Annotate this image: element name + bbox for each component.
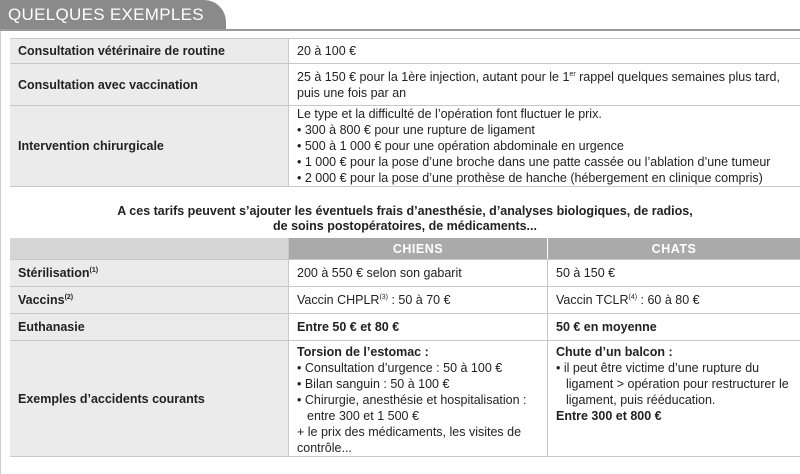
row-label: Consultation vétérinaire de routine [10,39,289,64]
section-title: QUELQUES EXEMPLES [0,0,226,30]
cats-value: 50 à 150 € [548,260,800,287]
dogs-value: 200 à 550 € selon son gabarit [289,260,548,287]
value-text: ligament > opération pour restructurer le [566,377,789,391]
table-row [10,314,800,341]
cats-value [548,341,800,457]
row-label: Intervention chirurgicale [10,106,289,187]
cats-value: Vaccin TCLR$^{(4)}$ : 60 à 80 € [548,287,800,314]
value-text: • Chirurgie, anesthésie et hospitalisation : [297,393,527,407]
value-text: contrôle... [297,441,352,455]
row-label: Consultation avec vaccination [10,64,289,106]
value-text: • 2 000 € pour la pose d’une prothèse de hanche (hébergement en clinique compris) [297,171,763,185]
row-value: 20 à 100 € [289,39,800,64]
value-text: rappel quelques semaines plus tard, [575,69,780,84]
footnote-ref: (3) [379,293,388,301]
footnote-ref: (4) [628,293,638,301]
value-text: • Consultation d’urgence : 50 à 100 € [297,361,503,375]
row-label: Stérilisation$^{(1)}$ [10,260,289,287]
value-text: • Bilan sanguin : 50 à 100 € [297,377,450,391]
footnote-ref: (2) [64,293,74,301]
comparison-table [10,238,800,457]
column-header-cats: CHATS [548,238,800,260]
value-text: puis une fois par an [297,85,407,100]
value-text: • 1 000 € pour la pose d’une broche dans une patte cassée ou l’ablation d’une tumeur [297,155,771,169]
costs-table [10,38,800,187]
table-row [10,287,800,314]
value-text: • 300 à 800 € pour une rupture de ligament [297,123,535,137]
row-label: Euthanasie [10,314,289,341]
column-header-dogs: CHIENS [289,238,548,260]
value-text: 25 à 150 € pour la 1ère injection, autant pour le 1 [297,69,570,84]
footnote-ref: (1) [89,266,99,274]
left-border [0,31,1,474]
value-text: entre 300 et 1 500 € [307,409,419,423]
table-row [10,260,800,287]
value-text: Le type et la difficulté de l’opération font fluctuer le prix. [297,107,602,121]
table-row [10,341,800,457]
notice-text: de soins postopératoires, de médicaments... [273,219,537,233]
value-text: + le prix des médicaments, les visites de [297,425,522,439]
superscript: er [569,70,576,78]
accident-title: Chute d’un balcon : [556,345,673,359]
dogs-value: Entre 50 € et 80 € [289,314,548,341]
value-text: • il peut être victime d’une rupture du [556,361,760,375]
row-label: Vaccins$^{(2)}$ [10,287,289,314]
value-text: • 500 à 1 000 € pour une opération abdominale en urgence [297,139,624,153]
table-header-row [10,238,800,260]
value-text: ligament, puis rééducation. [566,393,716,407]
header-divider [0,29,800,31]
header-blank [10,238,289,260]
extra-fees-notice [10,204,800,234]
row-value [289,64,800,106]
row-label: Exemples d’accidents courants [10,341,289,457]
notice-text: A ces tarifs peuvent s’ajouter les éventuels frais d’anesthésie, d’analyses biologiques, de radios, [117,204,693,218]
accident-title: Torsion de l’estomac : [297,345,429,359]
table-row [10,64,800,106]
table-row [10,39,800,64]
row-value [289,106,800,187]
cats-value: 50 € en moyenne [548,314,800,341]
accident-total: Entre 300 et 800 € [556,409,662,423]
dogs-value [289,341,548,457]
dogs-value: Vaccin CHPLR$^{(3)}$ : 50 à 70 € [289,287,548,314]
table-row [10,106,800,187]
